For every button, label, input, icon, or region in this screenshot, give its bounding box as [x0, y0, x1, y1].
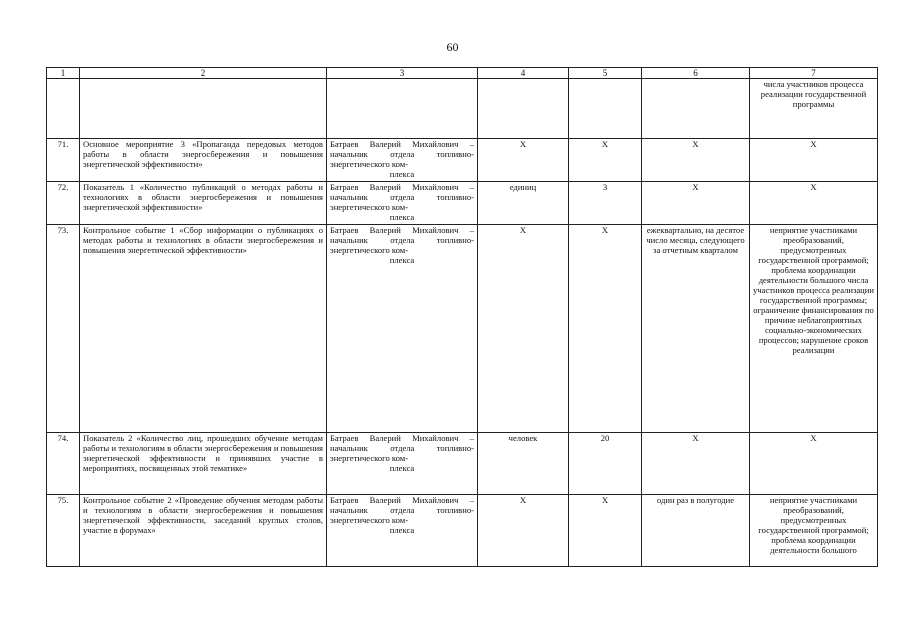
value: 3: [569, 182, 642, 225]
value: [569, 79, 642, 139]
program-table: [46, 67, 878, 567]
responsible: Батраев Валерий Михайлович – начальник отдела топливно-энергетического ком- плекса: [327, 182, 478, 225]
period: [642, 79, 750, 139]
table-row: [47, 495, 878, 567]
column-number: 7: [750, 68, 878, 79]
unit: Х: [478, 495, 569, 567]
column-number: 2: [80, 68, 327, 79]
unit: [478, 79, 569, 139]
risks: неприятие участниками преобразований, предусмотренных государственной программой; проблема координации деятельности большого: [750, 495, 878, 567]
risks: числа участников процесса реализации государственной программы: [750, 79, 878, 139]
row-number: 73.: [47, 225, 80, 433]
event-name: Контрольное событие 1 «Сбор информации о публикациях о методах работы и технологиях в области энергосбережения и повышения энергетической эффективности»: [80, 225, 327, 433]
risks: Х: [750, 182, 878, 225]
table-row: [47, 433, 878, 495]
column-number: 4: [478, 68, 569, 79]
unit: человек: [478, 433, 569, 495]
responsible: Батраев Валерий Михайлович – начальник отдела топливно-энергетического ком- плекса: [327, 433, 478, 495]
responsible: Батраев Валерий Михайлович – начальник отдела топливно-энергетического ком- плекса: [327, 225, 478, 433]
period: Х: [642, 433, 750, 495]
risks: неприятие участниками преобразований, предусмотренных государственной программой; проблема координации деятельности большого числа участников процесса реализации государственной программы; ограничение финансирования по причине неблагоприятных социально-экономических процессов; нарушение сроков реализации: [750, 225, 878, 433]
period: Х: [642, 139, 750, 182]
table-row: [47, 182, 878, 225]
event-name: Контрольное событие 2 «Проведение обучения методам работы и технологиям в области энергосбережения и повышения энергетической эффективности, заседаний круглых столов, участие в форумах»: [80, 495, 327, 567]
column-number: 6: [642, 68, 750, 79]
event-name: Показатель 2 «Количество лиц, прошедших обучение методам работы и технологиям в области энергосбережения и повышения энергетической эффективности и принявших участие в мероприятиях, посвященных этой тематике»: [80, 433, 327, 495]
period: ежеквартально, на десятое число месяца, следующего за отчетным кварталом: [642, 225, 750, 433]
value: Х: [569, 139, 642, 182]
column-number-row: [47, 68, 878, 79]
risks: Х: [750, 433, 878, 495]
event-name: [80, 79, 327, 139]
row-number: [47, 79, 80, 139]
table-row: [47, 225, 878, 433]
responsible: Батраев Валерий Михайлович – начальник отдела топливно-энергетического ком- плекса: [327, 139, 478, 182]
value: 20: [569, 433, 642, 495]
row-number: 74.: [47, 433, 80, 495]
table-row: [47, 139, 878, 182]
unit: Х: [478, 225, 569, 433]
page-number: 60: [446, 40, 459, 54]
row-number: 71.: [47, 139, 80, 182]
column-number: 1: [47, 68, 80, 79]
value: Х: [569, 225, 642, 433]
responsible: Батраев Валерий Михайлович – начальник отдела топливно-энергетического ком- плекса: [327, 495, 478, 567]
value: Х: [569, 495, 642, 567]
column-number: 3: [327, 68, 478, 79]
unit: единиц: [478, 182, 569, 225]
period: один раз в полугодие: [642, 495, 750, 567]
event-name: Основное мероприятие 3 «Пропаганда передовых методов работы в области энергосбережения и повышения энергетической эффективности»: [80, 139, 327, 182]
risks: Х: [750, 139, 878, 182]
table-row: [47, 79, 878, 139]
period: Х: [642, 182, 750, 225]
event-name: Показатель 1 «Количество публикаций о методах работы и технологиях в области энергосбережения и повышения энергетической эффективности»: [80, 182, 327, 225]
responsible: [327, 79, 478, 139]
row-number: 72.: [47, 182, 80, 225]
column-number: 5: [569, 68, 642, 79]
unit: Х: [478, 139, 569, 182]
row-number: 75.: [47, 495, 80, 567]
